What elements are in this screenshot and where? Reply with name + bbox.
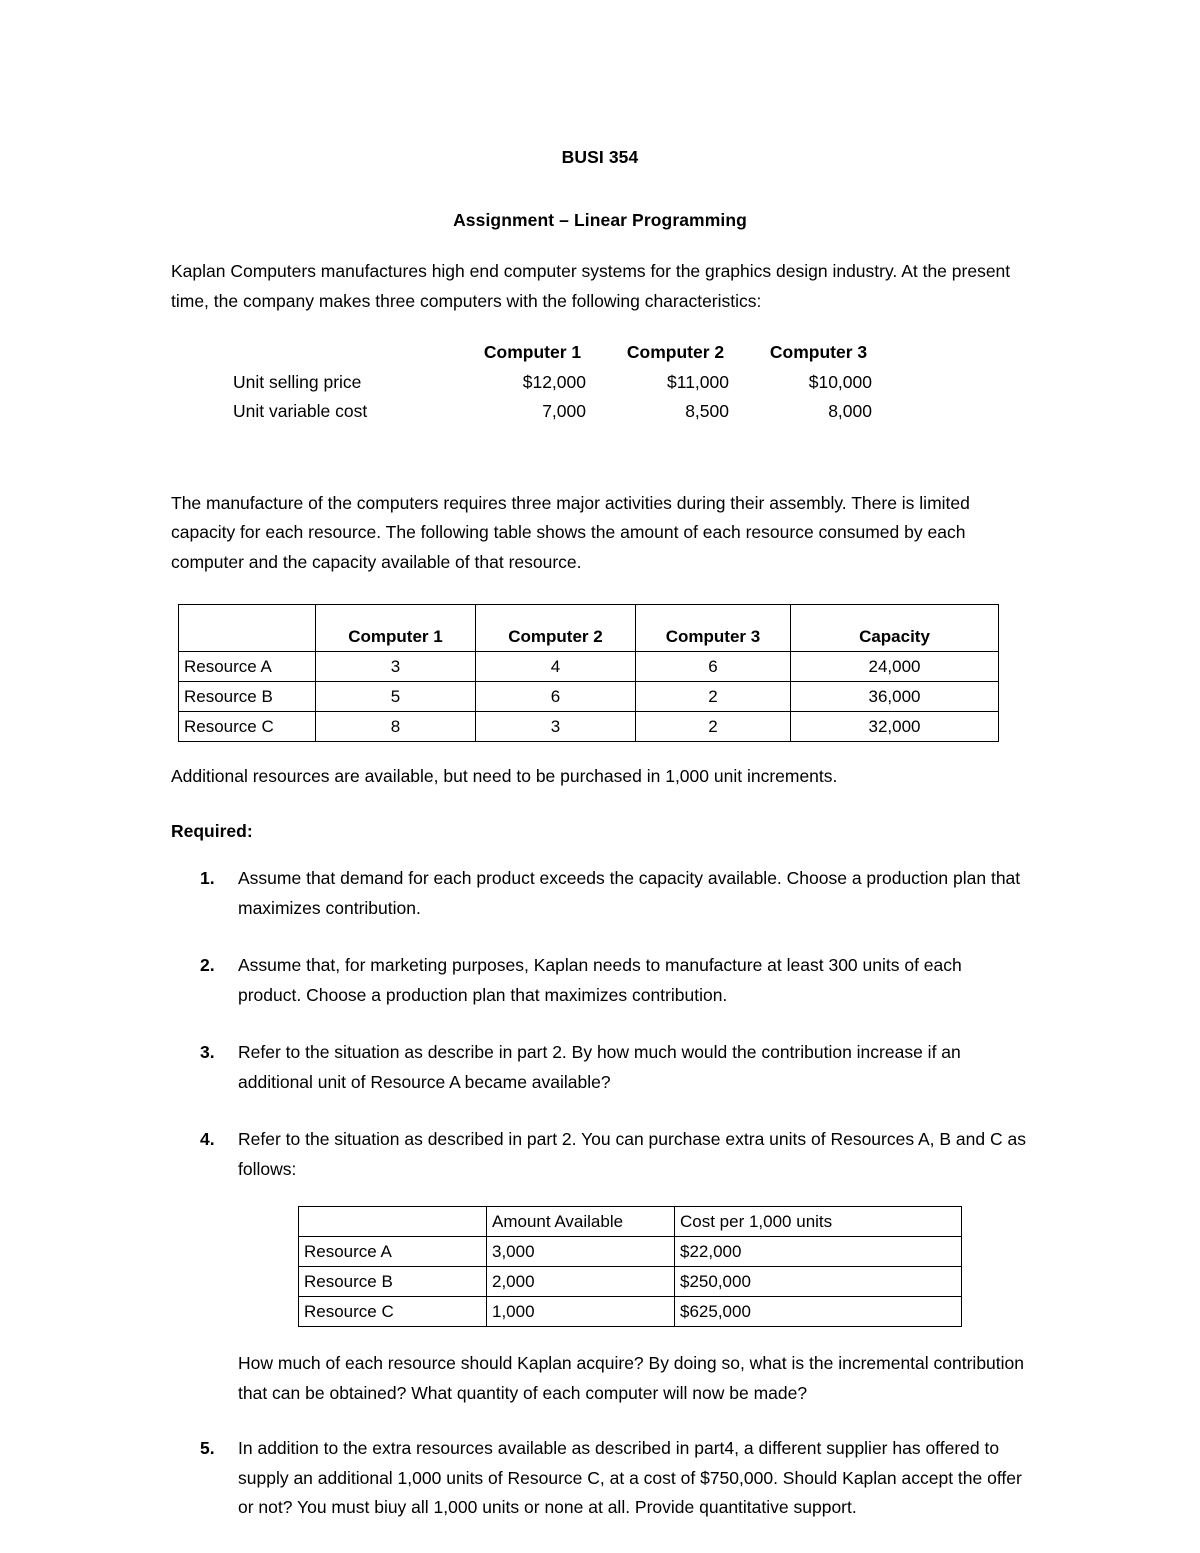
required-heading: Required: — [171, 820, 253, 841]
list-item — [171, 1038, 1029, 1097]
required-items-list-continued — [171, 1434, 1029, 1523]
price-header-computer-1: Computer 1 — [483, 342, 582, 362]
list-item-number: 4. — [200, 1129, 215, 1149]
assignment-subtitle: Assignment – Linear Programming — [453, 209, 747, 230]
list-item — [171, 1125, 1029, 1184]
resource-cell: 6 — [476, 682, 636, 712]
price-row-label: Unit variable cost — [233, 401, 368, 421]
resource-table-head — [179, 605, 999, 652]
list-item-number: 5. — [200, 1438, 215, 1458]
required-items-list — [171, 864, 1029, 1184]
resource-capacity-cell: 32,000 — [791, 712, 999, 742]
purchase-options-table — [298, 1206, 962, 1327]
price-table — [171, 338, 890, 427]
list-item-number: 1. — [200, 868, 215, 888]
purchase-table-header-row — [299, 1207, 962, 1237]
purchase-header-cost-per-1000: Cost per 1,000 units — [675, 1207, 962, 1237]
table-row — [179, 712, 999, 742]
purchase-row-label: Resource A — [299, 1237, 487, 1267]
manufacture-paragraph: The manufacture of the computers requires three major activities during their assembly. There is limited capacity for each resource. The following table shows the amount of each resource consumed by each computer and the capacity available of that resource. — [171, 492, 970, 572]
list-item-number: 3. — [200, 1042, 215, 1062]
resource-cell: 4 — [476, 652, 636, 682]
table-row — [299, 1267, 962, 1297]
item4-followup-text: How much of each resource should Kaplan acquire? By doing so, what is the incremental contribution that can be obtained? What quantity of each computer will now be made? — [238, 1353, 1024, 1403]
price-table-head — [171, 338, 890, 368]
list-item-number: 2. — [200, 955, 215, 975]
price-table-body — [171, 368, 890, 427]
purchase-header-amount-available: Amount Available — [487, 1207, 675, 1237]
page-title: BUSI 354 — [561, 147, 639, 167]
price-cell: 7,000 — [542, 401, 586, 421]
list-item-text: Refer to the situation as describe in part 2. By how much would the contribution increase if an additional unit of Resource A became available? — [238, 1042, 961, 1092]
list-item-text: Assume that, for marketing purposes, Kaplan needs to manufacture at least 300 units of each product. Choose a production plan that maximizes contribution. — [238, 955, 962, 1005]
price-header-blank — [171, 338, 461, 368]
price-row-label: Unit selling price — [233, 371, 362, 392]
list-item-text: Refer to the situation as described in part 2. You can purchase extra units of Resources A, B and C as follows: — [238, 1129, 1026, 1179]
price-table-header-row — [171, 338, 890, 368]
resource-header-blank — [179, 605, 316, 652]
purchase-header-blank — [299, 1207, 487, 1237]
purchase-row-label: Resource C — [299, 1297, 487, 1327]
table-row — [299, 1297, 962, 1327]
purchase-amount-cell: 2,000 — [487, 1267, 675, 1297]
resource-table-body — [179, 652, 999, 742]
price-cell: $12,000 — [522, 371, 586, 392]
resource-cell: 5 — [316, 682, 476, 712]
purchase-amount-cell: 1,000 — [487, 1297, 675, 1327]
document-content — [171, 140, 1029, 1523]
price-cell: 8,500 — [685, 401, 729, 421]
purchase-table-head — [299, 1207, 962, 1237]
resource-row-label: Resource B — [179, 682, 316, 712]
intro-paragraph: Kaplan Computers manufactures high end computer systems for the graphics design industry. At the present time, the company makes three computers with the following characteristics: — [171, 261, 1011, 311]
list-item — [171, 864, 1029, 923]
resource-cell: 2 — [636, 712, 791, 742]
list-item — [171, 951, 1029, 1010]
resource-cell: 8 — [316, 712, 476, 742]
resource-capacity-cell: 24,000 — [791, 652, 999, 682]
purchase-table-body — [299, 1237, 962, 1327]
resource-cell: 3 — [316, 652, 476, 682]
price-header-computer-3: Computer 3 — [769, 342, 868, 362]
table-row — [179, 652, 999, 682]
resource-header-capacity: Capacity — [791, 605, 999, 652]
resource-header-computer-1: Computer 1 — [316, 605, 476, 652]
resource-row-label: Resource A — [179, 652, 316, 682]
resource-cell: 3 — [476, 712, 636, 742]
additional-resources-note: Additional resources are available, but need to be purchased in 1,000 unit increments. — [171, 766, 838, 786]
list-item-text: Assume that demand for each product exceeds the capacity available. Choose a production plan that maximizes contribution. — [238, 868, 1021, 918]
table-row — [179, 682, 999, 712]
purchase-cost-cell: $22,000 — [675, 1237, 962, 1267]
purchase-row-label: Resource B — [299, 1267, 487, 1297]
list-item-text: In addition to the extra resources available as described in part4, a different supplier has offered to supply an additional 1,000 units of Resource C, at a cost of $750,000. Should Kaplan accept the offer or not? You must biuy all 1,000 units or none at all. Provide quantitative support. — [238, 1438, 1022, 1517]
resource-capacity-cell: 36,000 — [791, 682, 999, 712]
price-cell: 8,000 — [828, 401, 872, 421]
table-row — [299, 1237, 962, 1267]
table-row — [171, 397, 890, 427]
resource-header-computer-3: Computer 3 — [636, 605, 791, 652]
price-cell: $10,000 — [808, 371, 872, 392]
table-row — [171, 368, 890, 398]
purchase-cost-cell: $250,000 — [675, 1267, 962, 1297]
price-cell: $11,000 — [667, 371, 729, 392]
purchase-amount-cell: 3,000 — [487, 1237, 675, 1267]
resource-cell: 6 — [636, 652, 791, 682]
resource-capacity-table — [178, 604, 999, 742]
list-item — [171, 1434, 1029, 1523]
resource-table-header-row — [179, 605, 999, 652]
purchase-cost-cell: $625,000 — [675, 1297, 962, 1327]
resource-header-computer-2: Computer 2 — [476, 605, 636, 652]
resource-cell: 2 — [636, 682, 791, 712]
resource-row-label: Resource C — [179, 712, 316, 742]
price-header-computer-2: Computer 2 — [626, 342, 725, 362]
